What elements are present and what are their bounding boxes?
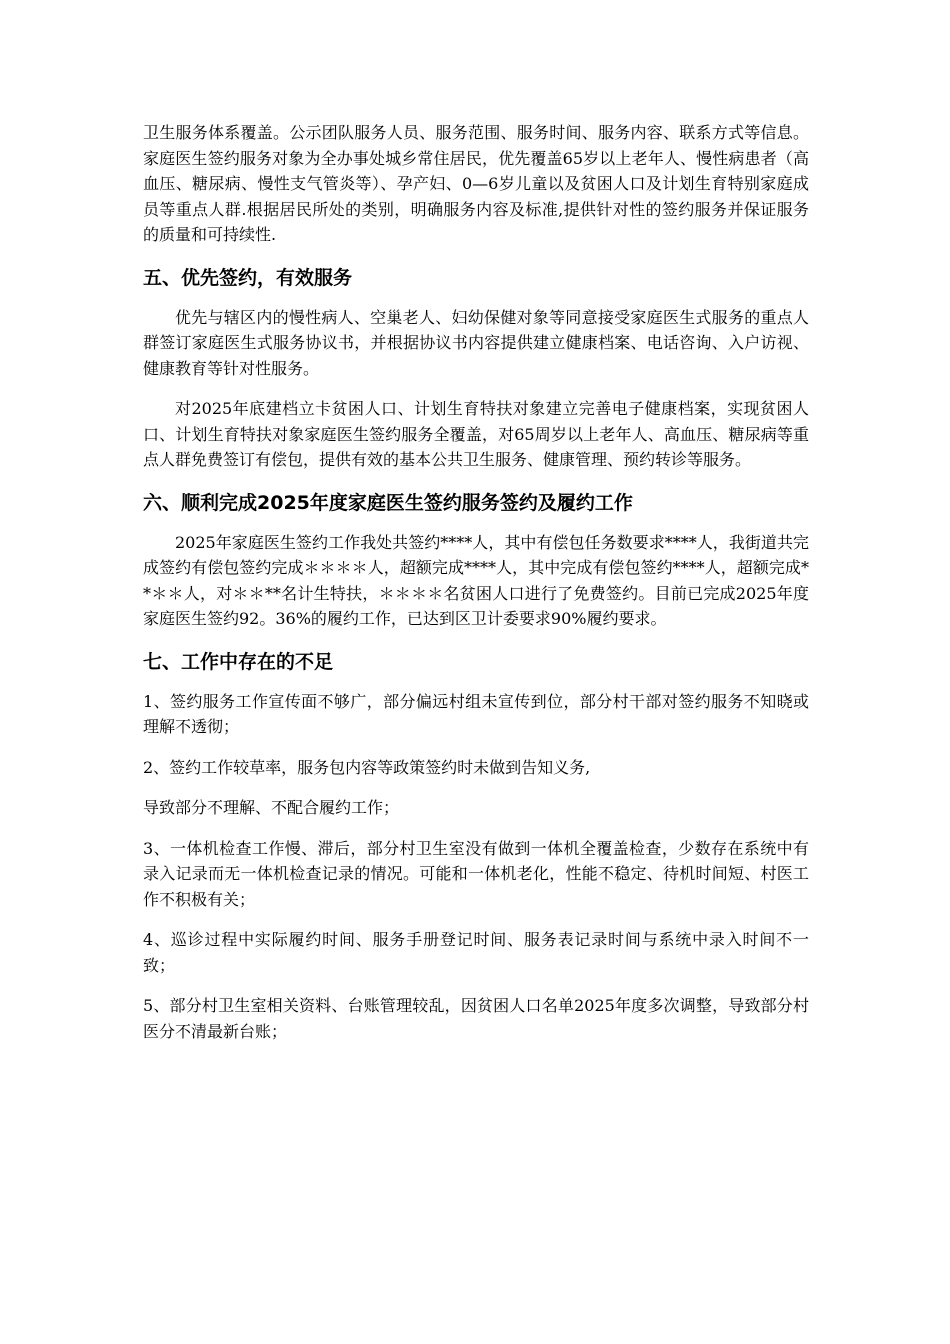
intro-paragraph: 卫生服务体系覆盖。公示团队服务人员、服务范围、服务时间、服务内容、联系方式等信息。家庭医生签约服务对象为全办事处城乡常住居民，优先覆盖65岁以上老年人、慢性病患者（高血压、糖尿病、慢性支气管炎等）、孕产妇、0—6岁儿童以及贫困人口及计划生育特别家庭成员等重点人群.根据居民所处的类别，明确服务内容及标准,提供针对性的签约服务并保证服务的质量和可持续性. — [143, 123, 809, 244]
deficiency-item-1: 1、签约服务工作宣传面不够广，部分偏远村组未宣传到位，部分村干部对签约服务不知晓或理解不透彻； — [143, 691, 809, 736]
section-7-heading: 七、工作中存在的不足 — [143, 650, 334, 673]
deficiency-item-2-continued: 导致部分不理解、不配合履约工作； — [143, 798, 400, 817]
section-5-heading: 五、优先签约，有效服务 — [143, 266, 353, 289]
deficiency-item-2: 2、签约工作较草率，服务包内容等政策签约时未做到告知义务, — [143, 757, 591, 777]
document-page — [143, 120, 809, 1059]
deficiency-item-5: 5、部分村卫生室相关资料、台账管理较乱，因贫困人口名单2025年度多次调整，导致部分村医分不清最新台账； — [143, 996, 809, 1041]
section-6-paragraph: 2025年家庭医生签约工作我处共签约****人，其中有偿包任务数要求****人，我街道共完成签约有偿包签约完成＊＊＊＊人，超额完成****人，其中完成有偿包签约****人，超额完成**＊＊人，对＊＊**名计生特扶，＊＊＊＊名贫困人口进行了免费签约。目前已完成2025年度家庭医生签约92。36%的履约工作，已达到区卫计委要求90%履约要求。 — [143, 532, 809, 628]
deficiency-item-4: 4、巡诊过程中实际履约时间、服务手册登记时间、服务表记录时间与系统中录入时间不一致； — [143, 930, 809, 975]
section-5-paragraph-1: 优先与辖区内的慢性病人、空巢老人、妇幼保健对象等同意接受家庭医生式服务的重点人群签订家庭医生式服务协议书，并根据协议书内容提供建立健康档案、电话咨询、入户访视、健康教育等针对性服务。 — [143, 307, 809, 378]
section-5-paragraph-2: 对2025年底建档立卡贫困人口、计划生育特扶对象建立完善电子健康档案，实现贫困人口、计划生育特扶对象家庭医生签约服务全覆盖，对65周岁以上老年人、高血压、糖尿病等重点人群免费签订有偿包，提供有效的基本公共卫生服务、健康管理、预约转诊等服务。 — [143, 399, 809, 469]
deficiency-item-3: 3、一体机检查工作慢、滞后，部分村卫生室没有做到一体机全覆盖检查，少数存在系统中有录入记录而无一体机检查记录的情况。可能和一体机老化，性能不稳定、待机时间短、村医工作不积极有关； — [143, 838, 809, 909]
section-6-heading: 六、顺利完成2025年度家庭医生签约服务签约及履约工作 — [143, 491, 633, 514]
